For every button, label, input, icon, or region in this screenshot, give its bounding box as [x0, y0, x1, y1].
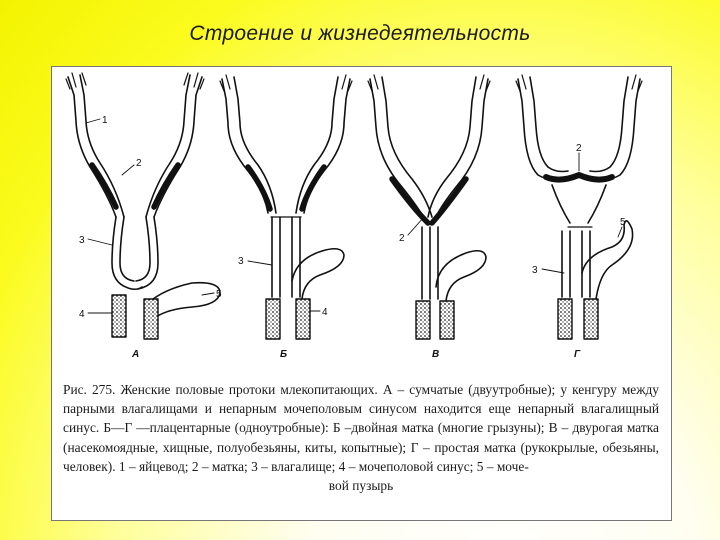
bladder-v: [436, 251, 486, 301]
diagram-v: [368, 75, 490, 339]
oviduct-v: [368, 75, 490, 221]
uterus-v: [392, 179, 466, 223]
panel-letter-a: А: [132, 349, 140, 360]
caption-last-line: вой пузырь: [328, 478, 394, 494]
caption-body: Рис. 275. Женские половые протоки млекопитающих. А – сумчатые (двуутробные); у кенгуру между парными влагалищами и непарным мочеполовым синусом находится еще непарный влагалищный синус. Б—Г —плацентарные (одноутробные): Б –двойная матка (многие грызуны); В – двурогая матка (насекомоядные, хищные, полуобезьяны, киты, копытные); Г – простая матка (рукокрылые, обезьяны, человек). 1 – яйцевод; 2 – матка; 3 – влагалище; 4 – мочеполовой синус; 5 – моче-: [63, 382, 659, 474]
callout-g-5: 5: [620, 217, 626, 228]
callout-b-4: 4: [322, 307, 328, 318]
callout-v-2: 2: [399, 233, 405, 244]
callout-a-2: 2: [136, 158, 142, 169]
diagram-g: [516, 75, 642, 339]
urogenital-sinus-a: [112, 295, 158, 339]
oviduct-a-right: [146, 73, 204, 217]
oviduct-a-left: [66, 73, 124, 217]
diagram-b: [220, 75, 352, 339]
callout-a-5: 5: [216, 289, 222, 300]
uterus-g: [546, 175, 612, 223]
figure-caption: [63, 380, 659, 495]
vagina-b: [271, 217, 301, 297]
panel-letter-b: Б: [280, 349, 288, 360]
uterus-b: [248, 167, 324, 209]
oviduct-b: [220, 75, 352, 213]
figure-panel: [51, 66, 672, 521]
bladder-a: [148, 283, 220, 317]
panel-letter-g: Г: [574, 349, 581, 360]
vagina-a: [112, 217, 158, 289]
urogenital-sinus-b: [266, 299, 310, 339]
callout-b-3: 3: [238, 256, 244, 267]
diagram-a: [66, 73, 220, 339]
vagina-v: [422, 227, 438, 299]
urogenital-sinus-g: [558, 299, 598, 339]
urogenital-sinus-v: [416, 301, 454, 339]
panel-letter-v: В: [432, 349, 440, 360]
slide-title: Строение и жизнедеятельность: [189, 22, 531, 45]
callout-g-2: 2: [576, 143, 582, 154]
callout-a-4: 4: [79, 309, 85, 320]
callout-a-3: 3: [79, 235, 85, 246]
callout-g-3: 3: [532, 265, 538, 276]
callout-a-1: 1: [102, 115, 108, 126]
reproductive-ducts-diagram: [52, 67, 671, 377]
